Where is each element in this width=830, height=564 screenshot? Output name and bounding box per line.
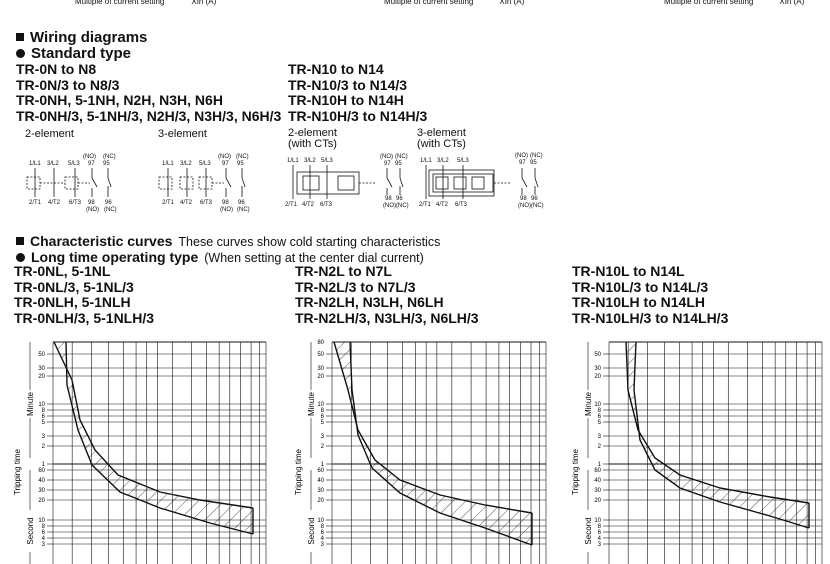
second-label: Second: [26, 517, 35, 545]
tripping-band: [334, 342, 532, 545]
diagram-title-2: 3-element: [158, 128, 207, 140]
svg-text:98: 98: [88, 200, 95, 206]
second-label: Second: [584, 517, 593, 545]
svg-text:(NO): (NO): [86, 207, 99, 213]
y-tick-label: 60: [317, 468, 324, 474]
svg-text:96: 96: [238, 200, 245, 206]
svg-text:95: 95: [395, 161, 402, 167]
minute-label: Minute: [307, 391, 316, 417]
svg-text:(NC): (NC): [395, 154, 408, 160]
svg-text:5/L3: 5/L3: [68, 161, 80, 167]
diagram-title-1: 2-element: [25, 128, 74, 140]
svg-text:3/L2: 3/L2: [47, 161, 59, 167]
curve-chart-2: [294, 340, 546, 564]
y-tick-label: 10: [594, 402, 601, 408]
svg-text:(NC): (NC): [531, 203, 544, 209]
y-tick-label: 20: [38, 374, 45, 380]
svg-text:4/T2: 4/T2: [180, 200, 193, 206]
y-tick-label: 50: [317, 352, 324, 358]
wiring-diagram-2-element-ct: [285, 154, 409, 209]
y-tick-label: 60: [594, 468, 601, 474]
svg-text:96: 96: [105, 200, 112, 206]
square-bullet-icon: [16, 237, 24, 245]
y-tick-label: 8: [320, 408, 324, 414]
upper-curve: [54, 342, 253, 508]
svg-text:6/T3: 6/T3: [455, 202, 468, 208]
y-tick-label: 6: [597, 530, 601, 536]
svg-text:97: 97: [384, 161, 391, 167]
svg-text:4/T2: 4/T2: [436, 202, 449, 208]
svg-text:(NO): (NO): [220, 207, 233, 213]
y-tick-label: 8: [597, 524, 601, 530]
svg-text:6/T3: 6/T3: [69, 200, 82, 206]
y-tick-label: 60: [38, 468, 45, 474]
svg-text:1/L1: 1/L1: [162, 161, 174, 167]
y-tick-label: 30: [38, 488, 45, 494]
y-tick-label: 1: [320, 462, 324, 468]
y-tick-label: 30: [594, 488, 601, 494]
curves-heading: Characteristic curves These curves show cold starting characteristics: [16, 233, 440, 249]
y-tick-label: 6: [41, 530, 45, 536]
svg-text:(NC): (NC): [236, 154, 249, 160]
y-tick-label: 3: [597, 434, 601, 440]
y-tick-label: 40: [317, 478, 324, 484]
svg-text:(NO): (NO): [218, 154, 231, 160]
curve-chart-3: [571, 342, 822, 564]
y-tick-label: 2: [597, 444, 601, 450]
y-tick-label: 40: [38, 478, 45, 484]
svg-text:2/T1: 2/T1: [285, 202, 298, 208]
curves-subheading: Long time operating type (When setting at the center dial current): [16, 249, 424, 265]
y-tick-label: 3: [597, 542, 601, 548]
svg-text:(NC): (NC): [530, 153, 543, 159]
svg-text:98: 98: [222, 200, 229, 206]
y-tick-label: 8: [41, 524, 45, 530]
y-tick-label: 20: [317, 374, 324, 380]
y-tick-label: 2: [41, 444, 45, 450]
svg-text:(NO): (NO): [515, 153, 528, 159]
y-tick-label: 20: [317, 498, 324, 504]
top-caption-2: Multiple of current setting XIn (A): [384, 0, 525, 6]
svg-text:1/L1: 1/L1: [29, 161, 41, 167]
svg-text:96: 96: [396, 196, 403, 202]
y-tick-label: 30: [317, 366, 324, 372]
y-tick-label: 40: [594, 478, 601, 484]
y-tick-label: 6: [320, 530, 324, 536]
curve-group-3-models: TR-N10L to N14L TR-N10L/3 to N14L/3 TR-N10LH to N14LH TR-N10LH/3 to N14LH/3: [572, 263, 729, 326]
svg-text:1/L1: 1/L1: [420, 158, 432, 164]
svg-text:2/T1: 2/T1: [162, 200, 175, 206]
y-tick-label: 6: [41, 414, 45, 420]
svg-text:97: 97: [88, 161, 95, 167]
svg-text:97: 97: [519, 160, 526, 166]
svg-text:5/L3: 5/L3: [457, 158, 469, 164]
y-tick-label: 3: [41, 434, 45, 440]
y-tick-label: 1: [41, 462, 45, 468]
y-tick-label: 4: [320, 536, 324, 542]
svg-text:4/T2: 4/T2: [302, 202, 315, 208]
y-tick-label: 20: [594, 374, 601, 380]
svg-text:(NC): (NC): [396, 203, 409, 209]
svg-text:98: 98: [520, 196, 527, 202]
y-tick-label: 1: [597, 462, 601, 468]
tripping-time-label: Tripping time: [571, 449, 580, 495]
svg-text:95: 95: [103, 161, 110, 167]
curve-chart-1: [13, 342, 266, 564]
circle-bullet-icon: [16, 253, 25, 262]
y-tick-label: 20: [594, 498, 601, 504]
y-tick-label: 8: [41, 408, 45, 414]
y-tick-label: 5: [597, 420, 601, 426]
curve-group-2-models: TR-N2L to N7L TR-N2L/3 to N7L/3 TR-N2LH, N3LH, N6LH TR-N2LH/3, N3LH/3, N6LH/3: [295, 263, 479, 326]
svg-text:(NC): (NC): [103, 154, 116, 160]
svg-text:95: 95: [530, 160, 537, 166]
top-caption-1: Multiple of current setting XIn (A): [75, 0, 217, 6]
svg-text:4/T2: 4/T2: [48, 200, 61, 206]
wiring-diagram-2-element: [27, 154, 117, 213]
wiring-diagram-3-element: [159, 154, 250, 213]
y-tick-label: 5: [41, 420, 45, 426]
upper-curve: [334, 342, 532, 513]
svg-text:95: 95: [237, 161, 244, 167]
y-tick-label: 10: [594, 518, 601, 524]
y-tick-label: 8: [597, 408, 601, 414]
y-tick-label: 30: [38, 366, 45, 372]
y-tick-label: 3: [320, 434, 324, 440]
wiring-right-models: TR-N10 to N14 TR-N10/3 to N14/3 TR-N10H to N14H TR-N10H/3 to N14H/3: [288, 61, 428, 124]
svg-text:(NC): (NC): [237, 207, 250, 213]
upper-curve: [626, 342, 809, 503]
svg-text:98: 98: [385, 196, 392, 202]
svg-text:1/L1: 1/L1: [287, 158, 299, 164]
y-tick-label: 6: [320, 414, 324, 420]
y-tick-label: 3: [41, 542, 45, 548]
y-tick-label: 30: [594, 366, 601, 372]
y-tick-label: 10: [38, 402, 45, 408]
minute-label: Minute: [584, 391, 593, 417]
svg-text:(NO): (NO): [518, 203, 531, 209]
square-bullet-icon: [16, 33, 24, 41]
y-tick-label: 80: [317, 340, 324, 346]
svg-text:6/T3: 6/T3: [200, 200, 213, 206]
svg-text:2/T1: 2/T1: [419, 202, 432, 208]
curve-group-1-models: TR-0NL, 5-1NL TR-0NL/3, 5-1NL/3 TR-0NLH, 5-1NLH TR-0NLH/3, 5-1NLH/3: [14, 263, 155, 326]
y-tick-label: 10: [317, 518, 324, 524]
svg-text:96: 96: [531, 196, 538, 202]
y-tick-label: 4: [41, 536, 45, 542]
svg-text:(NO): (NO): [380, 154, 393, 160]
svg-text:(NO): (NO): [383, 203, 396, 209]
second-label: Second: [307, 517, 316, 545]
y-tick-label: 8: [320, 524, 324, 530]
svg-text:3/L2: 3/L2: [304, 158, 316, 164]
svg-text:3/L2: 3/L2: [437, 158, 449, 164]
tripping-time-label: Tripping time: [13, 449, 22, 495]
y-tick-label: 50: [38, 352, 45, 358]
y-tick-label: 4: [597, 536, 601, 542]
svg-text:(NO): (NO): [83, 154, 96, 160]
wiring-schematics: [0, 150, 560, 216]
y-tick-label: 6: [597, 414, 601, 420]
minute-label: Minute: [26, 391, 35, 417]
svg-text:97: 97: [222, 161, 229, 167]
wiring-heading: Wiring diagrams: [16, 29, 147, 46]
wiring-left-models: TR-0N to N8 TR-0N/3 to N8/3 TR-0NH, 5-1NH, N2H, N3H, N6H TR-0NH/3, 5-1NH/3, N2H/3, N3H/3, N6H/3: [16, 61, 282, 124]
svg-text:(NC): (NC): [104, 207, 117, 213]
svg-text:5/L3: 5/L3: [199, 161, 211, 167]
diagram-title-4: 3-element (with CTs): [417, 127, 466, 150]
y-tick-label: 2: [320, 444, 324, 450]
svg-text:5/L3: 5/L3: [321, 158, 333, 164]
y-tick-label: 10: [317, 402, 324, 408]
y-tick-label: 20: [38, 498, 45, 504]
top-caption-3: Multiple of current setting XIn (A): [664, 0, 805, 6]
y-tick-label: 50: [594, 352, 601, 358]
circle-bullet-icon: [16, 49, 25, 58]
y-tick-label: 10: [38, 518, 45, 524]
tripping-time-label: Tripping time: [294, 449, 303, 495]
wiring-diagram-3-element-ct: [419, 153, 544, 209]
y-tick-label: 30: [317, 488, 324, 494]
y-tick-label: 5: [320, 420, 324, 426]
wiring-subheading: Standard type: [16, 45, 131, 62]
diagram-title-3: 2-element (with CTs): [288, 127, 337, 150]
svg-text:3/L2: 3/L2: [180, 161, 192, 167]
y-tick-label: 3: [320, 542, 324, 548]
svg-text:2/T1: 2/T1: [29, 200, 42, 206]
curve-charts: [0, 330, 830, 564]
svg-text:6/T3: 6/T3: [320, 202, 333, 208]
